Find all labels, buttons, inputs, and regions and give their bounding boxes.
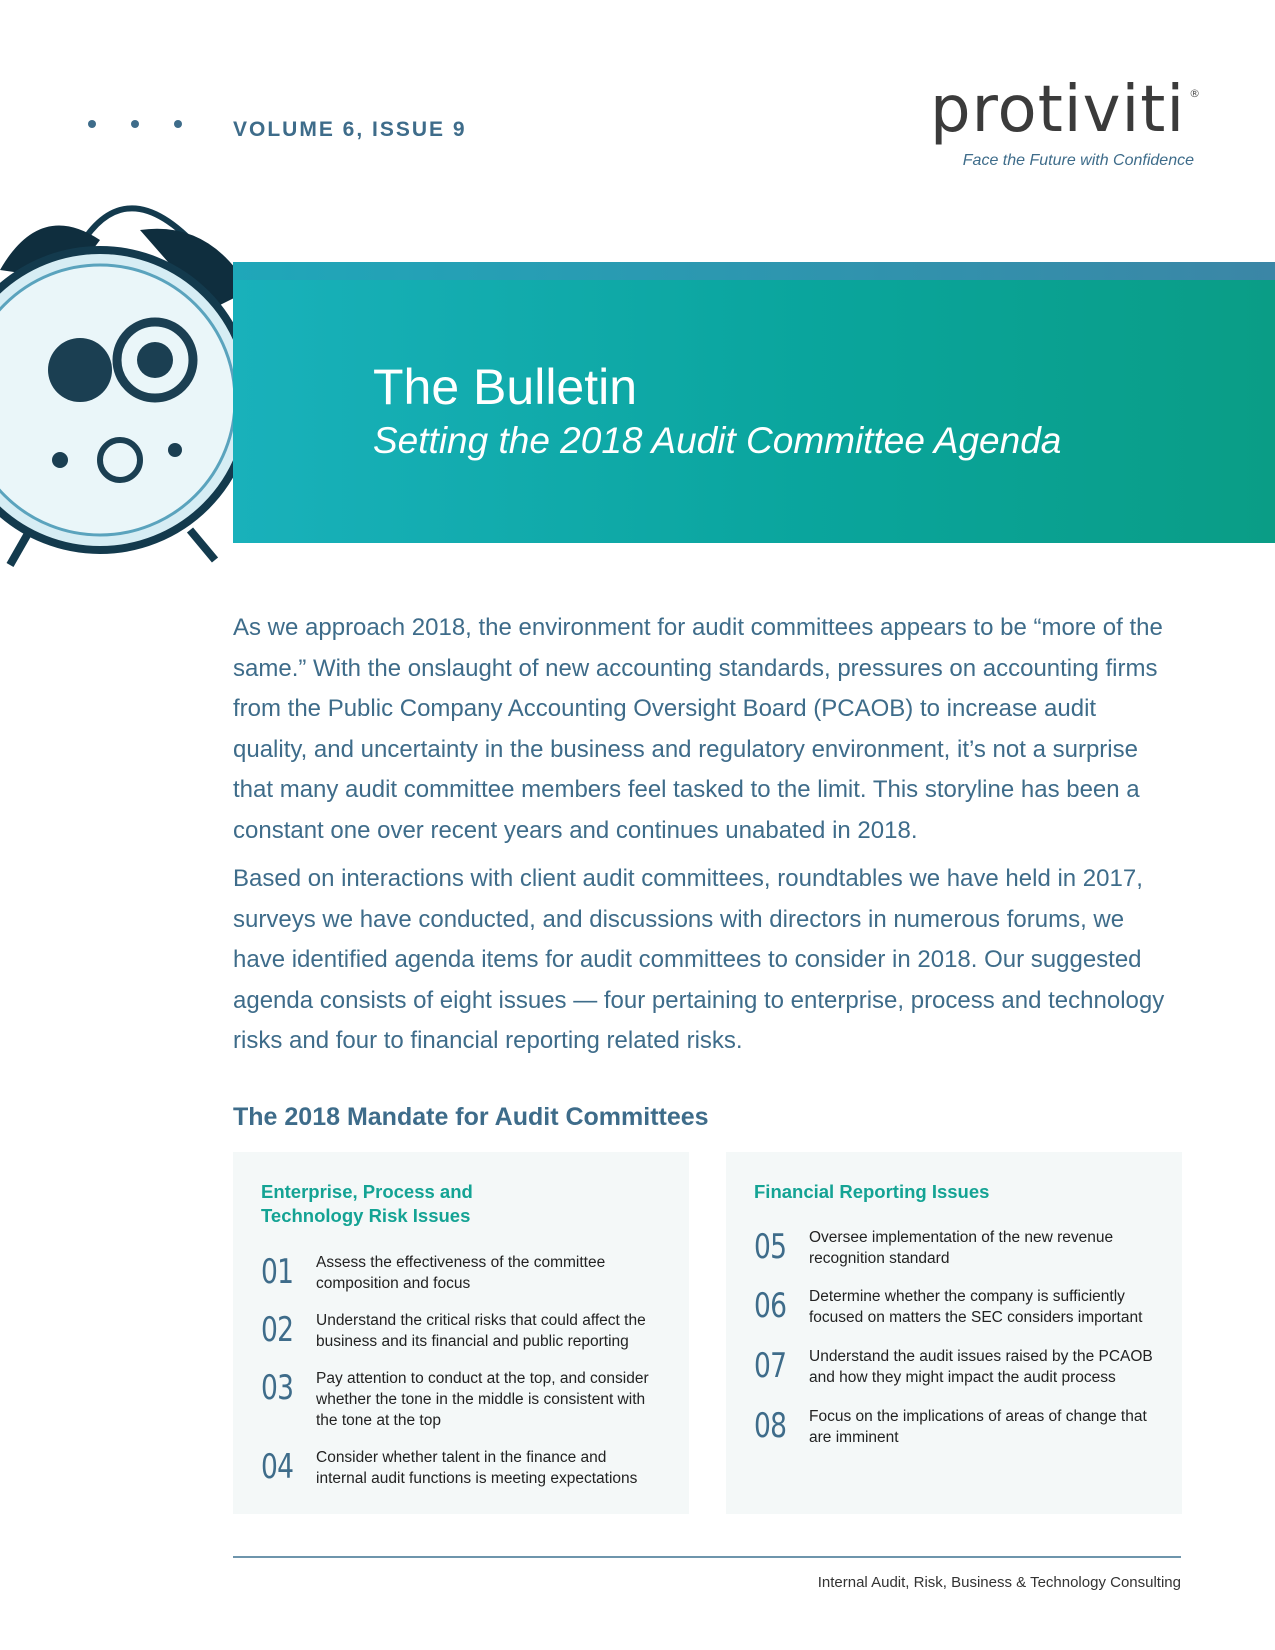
dot-icon	[174, 120, 182, 128]
item-text: Oversee implementation of the new revenue recognition standard	[809, 1229, 1114, 1267]
enterprise-risk-panel	[233, 1152, 689, 1514]
bulletin-title: The Bulletin	[373, 359, 638, 415]
dot-icon	[131, 120, 139, 128]
bulletin-subtitle: Setting the 2018 Audit Committee Agenda	[373, 420, 1062, 461]
dot-icon	[88, 120, 96, 128]
agenda-item	[754, 1406, 1154, 1448]
item-number: 06	[754, 1286, 787, 1326]
logo-wordmark	[930, 73, 1202, 147]
panel-heading: Financial Reporting Issues	[754, 1181, 990, 1202]
item-text: Assess the effectiveness of the committee composition and focus	[316, 1254, 606, 1292]
item-text: Understand the critical risks that could affect the business and its financial and public reporting	[316, 1312, 646, 1350]
volume-issue-label: VOLUME 6, ISSUE 9	[233, 118, 467, 141]
banner-strip	[233, 262, 1275, 280]
agenda-item	[261, 1310, 661, 1352]
item-number: 03	[261, 1368, 294, 1408]
agenda-item	[261, 1252, 661, 1294]
item-text: Focus on the implications of areas of change that are imminent	[809, 1408, 1147, 1446]
item-number: 05	[754, 1227, 787, 1267]
item-number: 08	[754, 1406, 787, 1446]
intro-paragraph: Based on interactions with client audit committees, roundtables we have held in 2017, surveys we have conducted, and discussions with directors in numerous forums, we have identified agenda items for audit committees to consider in 2018. Our suggested agenda consists of eight issues — four pertaining to enterprise, process and technology risks and four to financial reporting related risks.	[233, 865, 1165, 1054]
intro-section	[233, 608, 1173, 1070]
item-number: 04	[261, 1447, 294, 1487]
agenda-item	[754, 1286, 1154, 1328]
item-number: 01	[261, 1252, 294, 1292]
financial-reporting-panel	[726, 1152, 1182, 1514]
title-banner	[233, 280, 1275, 543]
registered-mark: ®	[1189, 87, 1202, 100]
agenda-item	[261, 1447, 661, 1489]
agenda-item	[754, 1346, 1154, 1388]
panel-heading: Enterprise, Process and Technology Risk Issues	[261, 1181, 473, 1226]
item-text: Pay attention to conduct at the top, and consider whether the tone in the middle is consistent with the tone at the top	[316, 1370, 649, 1429]
protiviti-logo	[930, 73, 1202, 170]
decorative-dots	[88, 120, 182, 128]
item-text: Understand the audit issues raised by the PCAOB and how they might impact the audit process	[809, 1348, 1153, 1386]
mandate-title: The 2018 Mandate for Audit Committees	[233, 1103, 709, 1131]
footer-tagline: Internal Audit, Risk, Business & Technology Consulting	[817, 1574, 1181, 1591]
item-text: Consider whether talent in the finance and internal audit functions is meeting expectations	[316, 1449, 638, 1487]
intro-paragraph: As we approach 2018, the environment for audit committees appears to be “more of the same.” With the onslaught of new accounting standards, pressures on accounting firms from the Public Company Accounting Oversight Board (PCAOB) to increase audit quality, and uncertainty in the business and regulatory environment, it’s not a surprise that many audit committee members feel tasked to the limit. This storyline has been a constant one over recent years and continues unabated in 2018.	[233, 614, 1163, 844]
agenda-item	[261, 1368, 661, 1431]
item-number: 07	[754, 1346, 787, 1386]
agenda-item	[754, 1227, 1154, 1269]
logo-text: protiviti	[930, 73, 1186, 147]
footer-divider	[233, 1556, 1181, 1558]
alarm-clock-icon	[0, 160, 250, 570]
item-number: 02	[261, 1310, 294, 1350]
item-text: Determine whether the company is sufficiently focused on matters the SEC considers important	[809, 1288, 1143, 1326]
logo-tagline: Face the Future with Confidence	[962, 152, 1194, 169]
